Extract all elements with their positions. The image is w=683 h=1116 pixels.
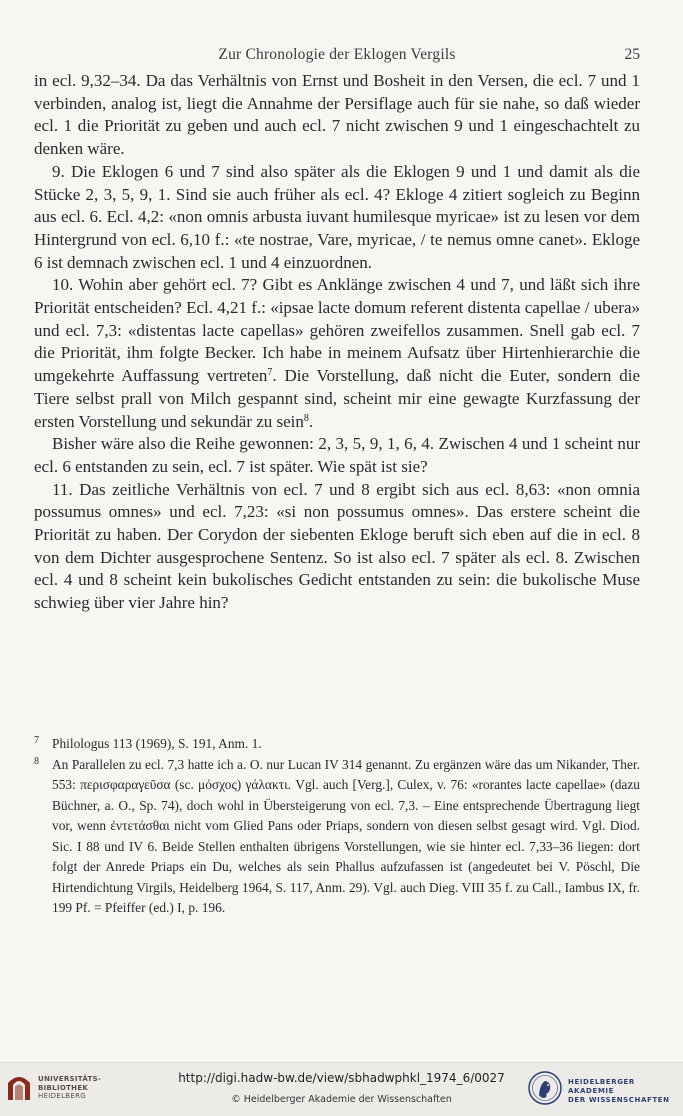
page-number: 25 [624, 46, 640, 63]
page-header [34, 46, 640, 66]
footnote [34, 734, 640, 755]
paragraph: in ecl. 9,32–34. Da das Verhältnis von Ernst und Bosheit in den Versen, die ecl. 7 und 1 verbinden, analog ist, liegt die Annahme der Persiflage auch für sie nahe, so daß wieder ecl. 1 die Priorität zu geben und auch ecl. 7 nicht zwischen 9 und 1 eingeschachtelt zu denken wäre. [34, 71, 640, 159]
academy-name-line: DER WISSENSCHAFTEN [568, 1096, 670, 1104]
paragraph [34, 274, 640, 433]
paragraph: 9. Die Eklogen 6 und 7 sind also später als die Eklogen 9 und 1 und damit als die Stücke 2, 3, 5, 9, 1. Sind sie auch früher als ecl. 4? Ekloge 4 zitiert sogleich zu Beginn aus ecl. 6. Ecl. 4,2: «non omnis arbusta iuvant humilesque myricae» ist zu lesen vor dem Hintergrund von ecl. 6,10 f.: «te nostrae, Vare, myricae, / te nemus omne canet». Ekloge 6 ist demnach zwischen ecl. 1 und 4 einzuordnen. [34, 161, 640, 272]
viewer-footer [0, 1062, 683, 1116]
paragraph-text: . Die Vorstellung, daß nicht die Euter, sondern die Tiere selbst prall von Milch gespannt sind, scheint mir eine gewagte Kurzfassung der ersten Vorstellung und sekundär zu sein [34, 366, 640, 431]
footnote-text: An Parallelen zu ecl. 7,3 hatte ich a. O. nur Lucan IV 314 genannt. Zu ergänzen wäre das um Nikander, Ther. 553: περισφαραγεῦσα (sc. μόσχος) γάλακτι. Vgl. auch [Verg.], Culex, v. 76: «rorantes lacte capellae» (dazu Büchner, a. O., Sp. 74), doch wohl in Übersteigerung von ecl. 7,3. – Eine entsprechende Übertragung liegt vor, wenn ἐντετάσθαι nicht vom Glied Pans oder Priaps, sondern von diesen selbst gesagt wird. Vgl. Diod. Sic. I 88 und IV 6. Beide Stellen enthalten übrigens Vorstellungen, wie sie hinter ecl. 7,33–36 liegen: dort folgt der Anrede Priaps ein Du, welches als sein Phallus aufzufassen ist (angedeutet bei V. Pöschl, Die Hirtendichtung Virgils, Heidelberg 1964, S. 117, Anm. 29). Vgl. auch Dieg. VIII 35 f. zu Call., Iambus IX, fr. 199 Pf. = Pfeiffer (ed.) I, p. 196. [52, 756, 640, 915]
running-title: Zur Chronologie der Eklogen Vergils [218, 46, 456, 63]
permalink-url[interactable]: http://digi.hadw-bw.de/view/sbhadwphkl_1974_6/0027 [178, 1071, 505, 1085]
paragraph-text: . [308, 411, 314, 431]
library-name-line: HEIDELBERG [38, 1092, 86, 1100]
footnote-ref[interactable]: 8 [303, 412, 309, 424]
academy-name-line: HEIDELBERGER AKADEMIE [568, 1078, 635, 1095]
footnotes [34, 734, 640, 919]
footnote-text: Philologus 113 (1969), S. 191, Anm. 1. [52, 736, 262, 751]
paragraph-text: 10. Wohin aber gehört ecl. 7? Gibt es Anklänge zwischen 4 und 7, und läßt sich ihre Priorität entscheiden? Ecl. 4,21 f.: «ipsae lacte domum referent distenta capellae / ubera» und ecl. 7,3: «distentas lacte capellas» gehören zweifellos zusammen. Snell gab ecl. 7 die Priorität, ihm folgte Becker. Ich habe in meinem Aufsatz über Hirtenhierarchie die umgekehrte Auffassung vertreten [34, 275, 640, 386]
copyright-notice: © Heidelberger Akademie der Wissenschaften [231, 1094, 452, 1105]
paragraph: Bisher wäre also die Reihe gewonnen: 2, 3, 5, 9, 1, 6, 4. Zwischen 4 und 1 scheint nur ecl. 6 entstanden zu sein, ecl. 7 ist später. Wie spät ist sie? [34, 434, 640, 476]
academy-seal-icon [528, 1071, 562, 1105]
academy-name [568, 1078, 683, 1105]
footnote-mark: 8 [34, 755, 39, 767]
footnote [34, 755, 640, 919]
library-name-line: BIBLIOTHEK [38, 1083, 89, 1092]
library-name-line: UNIVERSITÄTS- [38, 1075, 102, 1083]
paragraph: 11. Das zeitliche Verhältnis von ecl. 7 und 8 ergibt sich aus ecl. 8,63: «non omnia possumus omnes» und ecl. 7,23: «si non possumus omnes». Das erstere scheint die Priorität zu haben. Der Corydon der siebenten Ekloge beruft sich eben auf die in ecl. 8 von dem Dichter ausgesprochene Sentenz. So ist also ecl. 7 später als ecl. 8. Zwischen ecl. 4 und 8 scheint kein bukolisches Gedicht entstanden zu sein: die bukolische Muse schwieg über vier Jahre hin? [34, 479, 640, 613]
footnote-mark: 7 [34, 735, 39, 746]
footnote-ref[interactable]: 7 [267, 367, 273, 379]
main-text [34, 70, 640, 615]
